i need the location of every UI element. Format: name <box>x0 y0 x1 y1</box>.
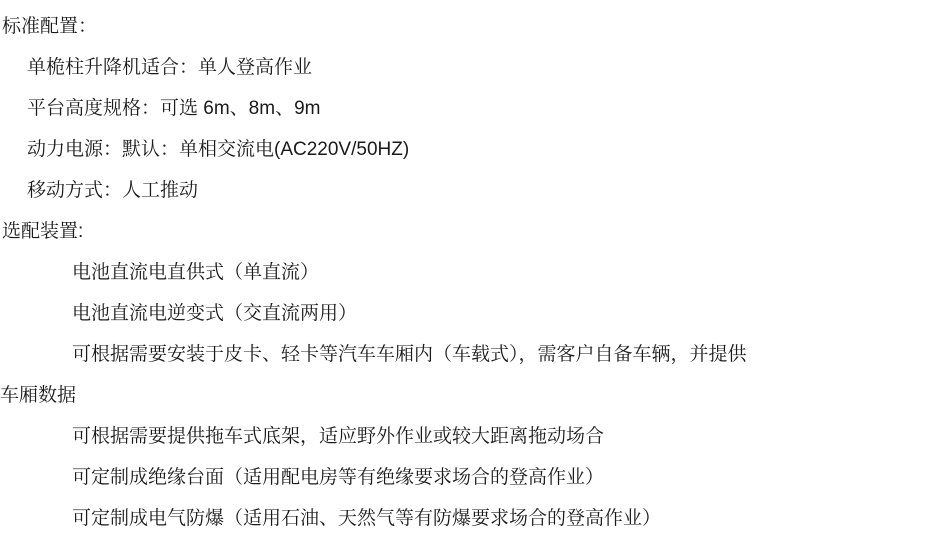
standard-config-heading: 标准配置： <box>2 16 98 37</box>
standard-config-item-3: 动力电源：默认：单相交流电(AC220V/50HZ) <box>27 139 410 160</box>
optional-config-item-4: 可根据需要提供拖车式底架，适应野外作业或较大距离拖动场合 <box>72 426 605 447</box>
optional-config-heading: 选配装置: <box>2 221 84 242</box>
optional-config-item-3 <box>0 334 937 416</box>
optional-config-item-5: 可定制成绝缘台面（适用配电房等有绝缘要求场合的登高作业） <box>72 467 605 488</box>
optional-config-item-2: 电池直流电逆变式（交直流两用） <box>72 303 358 324</box>
optional-config-item-1: 电池直流电直供式（单直流） <box>72 262 320 283</box>
standard-config-item-1: 单桅柱升降机适合：单人登高作业 <box>27 57 313 78</box>
standard-config-item-2: 平台高度规格：可选 6m、8m、9m <box>27 98 321 119</box>
optional-config-item-3-line1: 可根据需要安装于皮卡、轻卡等汽车车厢内（车载式），需客户自备车辆，并提供 <box>72 344 747 365</box>
optional-config-item-6: 可定制成电气防爆（适用石油、天然气等有防爆要求场合的登高作业） <box>72 508 662 529</box>
standard-config-item-4: 移动方式：人工推动 <box>27 180 199 201</box>
optional-config-item-3-line2: 车厢数据 <box>0 385 77 406</box>
